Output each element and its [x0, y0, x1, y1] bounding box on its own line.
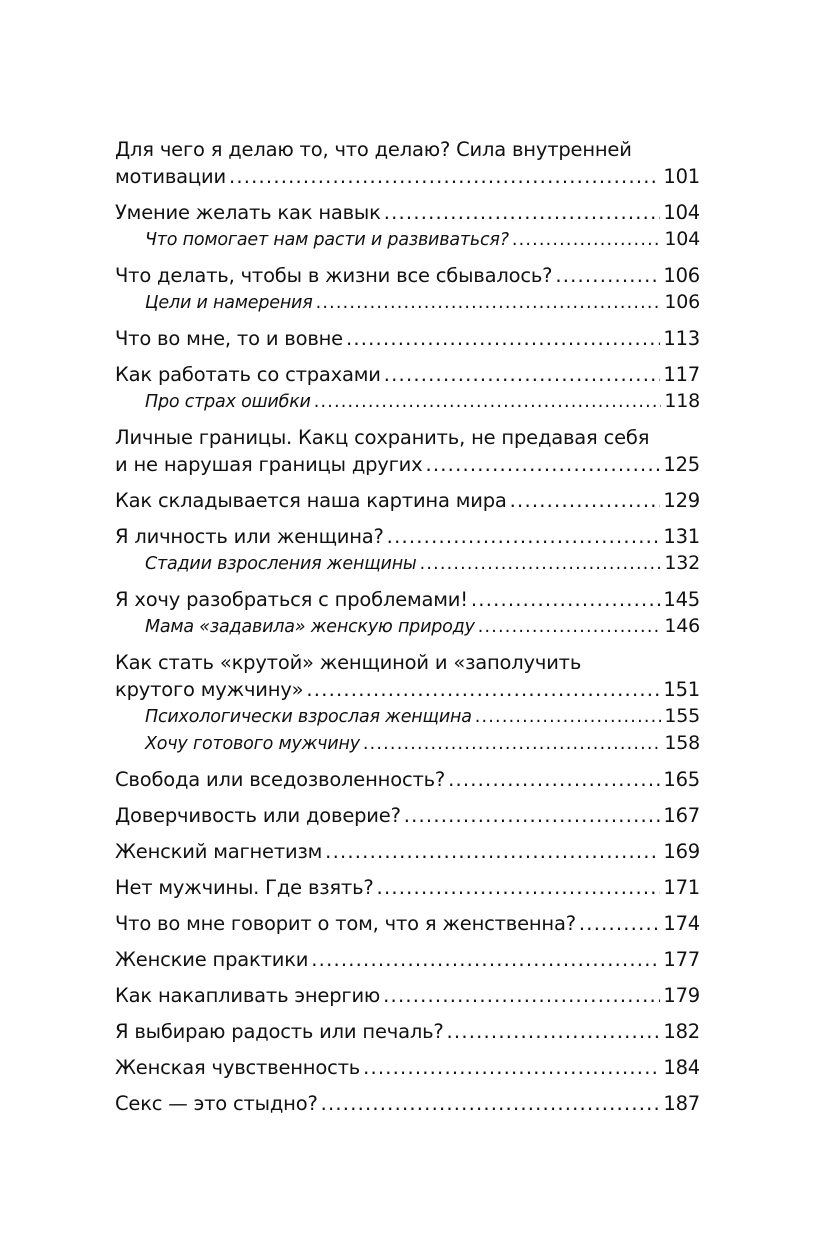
toc-subentry[interactable] [115, 289, 700, 316]
dot-leader [325, 838, 660, 865]
toc-page-number: 182 [663, 1020, 700, 1043]
entry-spacer [115, 973, 700, 982]
toc-entry[interactable] [115, 1090, 700, 1117]
toc-entry[interactable] [115, 1054, 700, 1081]
dot-leader [447, 1018, 661, 1045]
toc-entry-line [145, 550, 700, 577]
toc-entry-title: и не нарушая границы других [115, 453, 423, 476]
entry-spacer [115, 757, 700, 766]
entry-spacer [115, 829, 700, 838]
dot-leader [311, 946, 660, 973]
toc-entry-line [115, 586, 700, 613]
dot-leader [229, 163, 660, 190]
toc-entry[interactable] [115, 586, 700, 613]
toc-entry-title: Стадии взросления женщины [145, 554, 417, 574]
entry-spacer [115, 901, 700, 910]
toc-entry-line [145, 703, 700, 730]
toc-subentry[interactable] [115, 730, 700, 757]
toc-entry-title: Как накапливать энергию [115, 984, 381, 1007]
toc-page-number: 169 [663, 840, 700, 863]
toc-subentry[interactable] [115, 703, 700, 730]
toc-entry-title: Я личность или женщина? [115, 525, 384, 548]
dot-leader [314, 389, 661, 416]
toc-page-number: 117 [663, 363, 700, 386]
toc-subentry[interactable] [115, 550, 700, 577]
toc-entry-line [145, 613, 700, 640]
toc-entry-line [115, 163, 700, 190]
toc-entry[interactable] [115, 325, 700, 352]
toc-entry[interactable] [115, 838, 700, 865]
toc-entry-line [115, 1054, 700, 1081]
toc-entry-title: Нет мужчины. Где взять? [115, 876, 374, 899]
toc-entry[interactable] [115, 649, 700, 703]
toc-entry-line [115, 982, 700, 1009]
toc-entry[interactable] [115, 766, 700, 793]
dot-leader [404, 802, 661, 829]
dot-leader [510, 487, 661, 514]
dot-leader [346, 325, 660, 352]
toc-page-number: 104 [663, 201, 700, 224]
toc-page-number: 179 [663, 984, 700, 1007]
toc-entry[interactable] [115, 802, 700, 829]
toc-entry-line [115, 1018, 700, 1045]
toc-entry-line [115, 523, 700, 550]
dot-leader [425, 451, 660, 478]
toc-entry-title: Что во мне говорит о том, что я женственна? [115, 912, 576, 935]
dot-leader [383, 982, 660, 1009]
toc-page-number: 158 [664, 732, 700, 754]
toc-entry-line [115, 946, 700, 973]
toc-entry-title: Я выбираю радость или печаль? [115, 1020, 444, 1043]
dot-leader [475, 704, 661, 731]
toc-entry[interactable] [115, 946, 700, 973]
toc-page-number: 101 [663, 165, 700, 188]
entry-spacer [115, 316, 700, 325]
toc-page-number: 145 [663, 588, 700, 611]
toc-entry-title: мотивации [115, 165, 226, 188]
toc-page-number: 132 [664, 552, 700, 574]
toc-page-number: 177 [663, 948, 700, 971]
toc-entry-line [145, 289, 700, 316]
toc-entry-line [115, 1090, 700, 1117]
dot-leader [316, 290, 661, 317]
toc-entry-line [115, 361, 700, 388]
toc-page-number: 184 [663, 1056, 700, 1079]
entry-spacer [115, 640, 700, 649]
dot-leader [363, 731, 661, 758]
toc-entry[interactable] [115, 199, 700, 226]
toc-entry[interactable] [115, 424, 700, 478]
entry-spacer [115, 865, 700, 874]
toc-page-number: 125 [663, 453, 700, 476]
entry-spacer [115, 937, 700, 946]
toc-entry-title: Женская чувственность [115, 1056, 361, 1079]
dot-leader [579, 910, 660, 937]
toc-entry-line [145, 730, 700, 757]
toc-entry-title: Как складывается наша картина мира [115, 489, 507, 512]
toc-entry-line [115, 262, 700, 289]
toc-entry-line [115, 874, 700, 901]
table-of-contents [115, 136, 700, 1117]
toc-entry-title: Цели и намерения [145, 293, 313, 313]
toc-entry-title: Женский магнетизм [115, 840, 323, 863]
toc-entry-title: Хочу готового мужчину [145, 734, 360, 754]
entry-spacer [115, 478, 700, 487]
toc-entry-line [115, 838, 700, 865]
toc-entry[interactable] [115, 1018, 700, 1045]
toc-page-number: 155 [664, 705, 700, 727]
toc-subentry[interactable] [115, 226, 700, 253]
entry-spacer [115, 415, 700, 424]
toc-entry[interactable] [115, 910, 700, 937]
toc-entry-line [145, 226, 700, 253]
dot-leader [555, 262, 660, 289]
toc-page-number: 104 [664, 228, 700, 250]
entry-spacer [115, 577, 700, 586]
toc-page-number: 113 [663, 327, 700, 350]
dot-leader [377, 874, 661, 901]
toc-page-number: 131 [663, 525, 700, 548]
toc-entry-title: Мама «задавила» женскую природу [145, 617, 475, 637]
dot-leader [363, 1054, 660, 1081]
toc-page-number: 165 [663, 768, 700, 791]
entry-spacer [115, 253, 700, 262]
toc-page-number: 146 [664, 615, 700, 637]
dot-leader [306, 676, 660, 703]
toc-entry-line [145, 388, 700, 415]
dot-leader [387, 523, 661, 550]
toc-entry[interactable] [115, 361, 700, 388]
toc-entry[interactable] [115, 262, 700, 289]
entry-spacer [115, 1081, 700, 1090]
entry-spacer [115, 514, 700, 523]
toc-page-number: 106 [663, 264, 700, 287]
toc-page-number: 174 [663, 912, 700, 935]
toc-entry-line [115, 199, 700, 226]
toc-entry-title: Секс — это стыдно? [115, 1092, 318, 1115]
toc-entry-line [115, 766, 700, 793]
entry-spacer [115, 1009, 700, 1018]
toc-entry-line [115, 802, 700, 829]
entry-spacer [115, 793, 700, 802]
toc-entry-line [115, 910, 700, 937]
dot-leader [448, 766, 660, 793]
toc-entry-title-line: Как стать «крутой» женщиной и «заполучить [115, 651, 582, 674]
toc-entry-title: Что помогает нам расти и развиваться? [145, 230, 509, 250]
dot-leader [471, 586, 660, 613]
toc-page-number: 151 [663, 678, 700, 701]
toc-entry-line [115, 451, 700, 478]
toc-page-number: 129 [663, 489, 700, 512]
entry-spacer [115, 1045, 700, 1054]
toc-entry[interactable] [115, 136, 700, 190]
dot-leader [478, 614, 661, 641]
toc-entry-title: Доверчивость или доверие? [115, 804, 401, 827]
dot-leader [512, 227, 661, 254]
toc-entry-line [115, 325, 700, 352]
toc-entry-title: Про страх ошибки [145, 392, 311, 412]
toc-entry-title-line: Для чего я делаю то, что делаю? Сила внутренней [115, 138, 632, 161]
entry-spacer [115, 190, 700, 199]
toc-entry-title: Что делать, чтобы в жизни все сбывалось? [115, 264, 553, 287]
toc-entry-title: Женские практики [115, 948, 309, 971]
toc-page-number: 106 [664, 291, 700, 313]
entry-spacer [115, 352, 700, 361]
toc-entry-title: Как работать со страхами [115, 363, 381, 386]
toc-page-number: 118 [664, 390, 700, 412]
toc-entry-title: Что во мне, то и вовне [115, 327, 343, 350]
toc-entry-title: Психологически взрослая женщина [145, 707, 472, 727]
toc-entry[interactable] [115, 523, 700, 550]
toc-entry-title-line: Личные границы. Какц сохранить, не предавая себя [115, 426, 650, 449]
toc-entry[interactable] [115, 487, 700, 514]
toc-entry-title: Умение желать как навык [115, 201, 381, 224]
toc-page-number: 167 [663, 804, 700, 827]
toc-entry[interactable] [115, 982, 700, 1009]
toc-entry-title: Я хочу разобраться с проблемами! [115, 588, 468, 611]
toc-page-number: 171 [663, 876, 700, 899]
toc-subentry[interactable] [115, 613, 700, 640]
toc-page-number: 187 [663, 1092, 700, 1115]
dot-leader [420, 551, 661, 578]
toc-entry-line [115, 487, 700, 514]
toc-entry-title: Свобода или вседозволенность? [115, 768, 446, 791]
toc-entry-title: крутого мужчину» [115, 678, 304, 701]
dot-leader [384, 361, 661, 388]
toc-entry-line [115, 676, 700, 703]
dot-leader [321, 1090, 661, 1117]
dot-leader [384, 199, 661, 226]
toc-entry[interactable] [115, 874, 700, 901]
toc-subentry[interactable] [115, 388, 700, 415]
